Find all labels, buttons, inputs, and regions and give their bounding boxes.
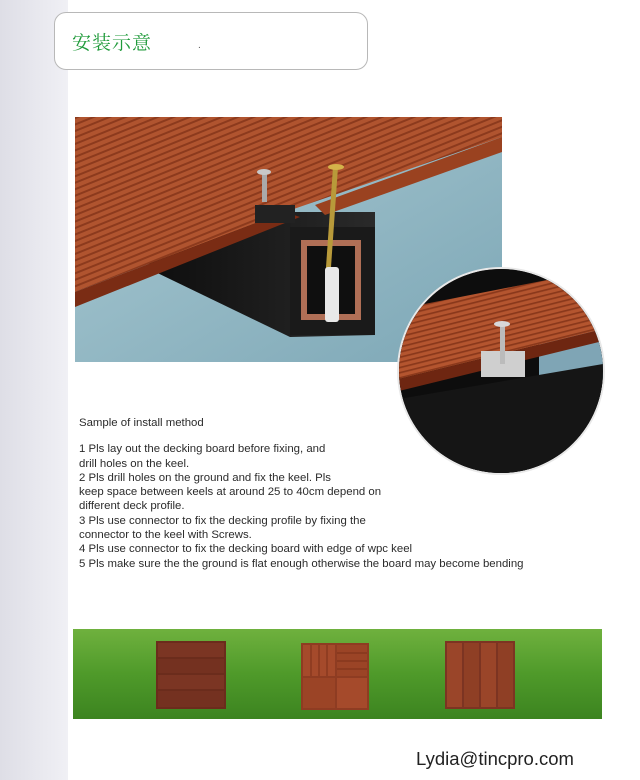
decking-tile-horizontal (156, 641, 226, 709)
instruction-line: drill holes on the keel. (79, 457, 190, 470)
instruction-line: keep space between keels at around 25 to 40cm depend on (79, 486, 382, 499)
instruction-line: 4 Pls use connector to fix the decking board with edge of wpc keel (79, 543, 413, 556)
page-title: 安装示意 (72, 32, 153, 54)
decking-tile-vertical (445, 641, 515, 709)
screw-1 (262, 172, 267, 202)
decking-tile-parquet (301, 643, 369, 710)
contact-email: Lydia@tincpro.com (416, 748, 574, 769)
instruction-heading: Sample of install method (79, 417, 204, 429)
instruction-line: connector to the keel with Screws. (79, 529, 252, 542)
detail-screw (500, 324, 505, 364)
instruction-line: different deck profile. (79, 500, 185, 513)
instruction-line: 2 Pls drill holes on the ground and fix the keel. Pls (79, 471, 332, 484)
instruction-line: 1 Pls lay out the decking board before fixing, and (79, 443, 326, 456)
connector-clip (255, 205, 295, 223)
wall-plug (325, 267, 339, 322)
instruction-line: 3 Pls use connector to fix the decking profile by fixing the (79, 514, 366, 527)
grass-tiles-banner (73, 629, 602, 719)
page-margin-strip (0, 0, 68, 780)
grass-tiles-illustration (73, 629, 602, 719)
instruction-line: 5 Pls make sure the the ground is flat enough otherwise the board may become bending (79, 557, 524, 570)
title-dot: . (198, 40, 201, 51)
instruction-text (79, 416, 524, 571)
